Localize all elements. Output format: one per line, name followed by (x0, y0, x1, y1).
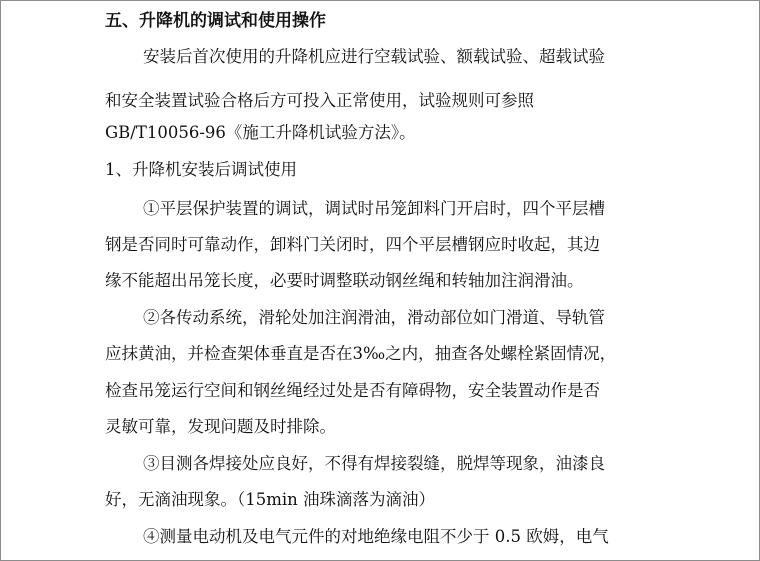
item2-line-2: 应抹黄油，并检查架体垂直是否在3‰之内，抽查各处螺栓紧固情况， (105, 344, 617, 363)
item2-line-1: ②各传动系统，滑轮处加注润滑油，滑动部位如门滑道、导轨管 (143, 308, 605, 327)
section-heading: 五、升降机的调试和使用操作 (105, 11, 326, 31)
intro-line-1: 安装后首次使用的升降机应进行空载试验、额载试验、超载试验 (143, 47, 605, 66)
subheading: 1、升降机安装后调试使用 (105, 160, 297, 179)
item1-line-3: 缘不能超出吊笼长度，必要时调整联动钢丝绳和转轴加注润滑油。 (105, 271, 584, 290)
item2-line-3: 检查吊笼运行空间和钢丝绳经过处是否有障碍物，安全装置动作是否 (105, 381, 600, 400)
item3-line-2: 好，无滴油现象。（15min 油珠滴落为滴油） (105, 490, 436, 509)
item4-line-1: ④测量电动机及电气元件的对地绝缘电阻不少于 0.5 欧姆，电气 (143, 527, 609, 546)
item1-line-2: 钢是否同时可靠动作，卸料门关闭时，四个平层槽钢应时收起，其边 (105, 235, 600, 254)
item1-line-1: ①平层保护装置的调试，调试时吊笼卸料门开启时，四个平层槽 (143, 199, 605, 218)
item2-line-4: 灵敏可靠，发现问题及时排除。 (105, 417, 336, 436)
intro-line-2: 和安全装置试验合格后方可投入正常使用，试验规则可参照 (105, 91, 534, 110)
item3-line-1: ③目测各焊接处应良好，不得有焊接裂缝，脱焊等现象，油漆良 (143, 454, 605, 473)
intro-line-3: GB/T10056-96《施工升降机试验方法》。 (105, 123, 416, 142)
